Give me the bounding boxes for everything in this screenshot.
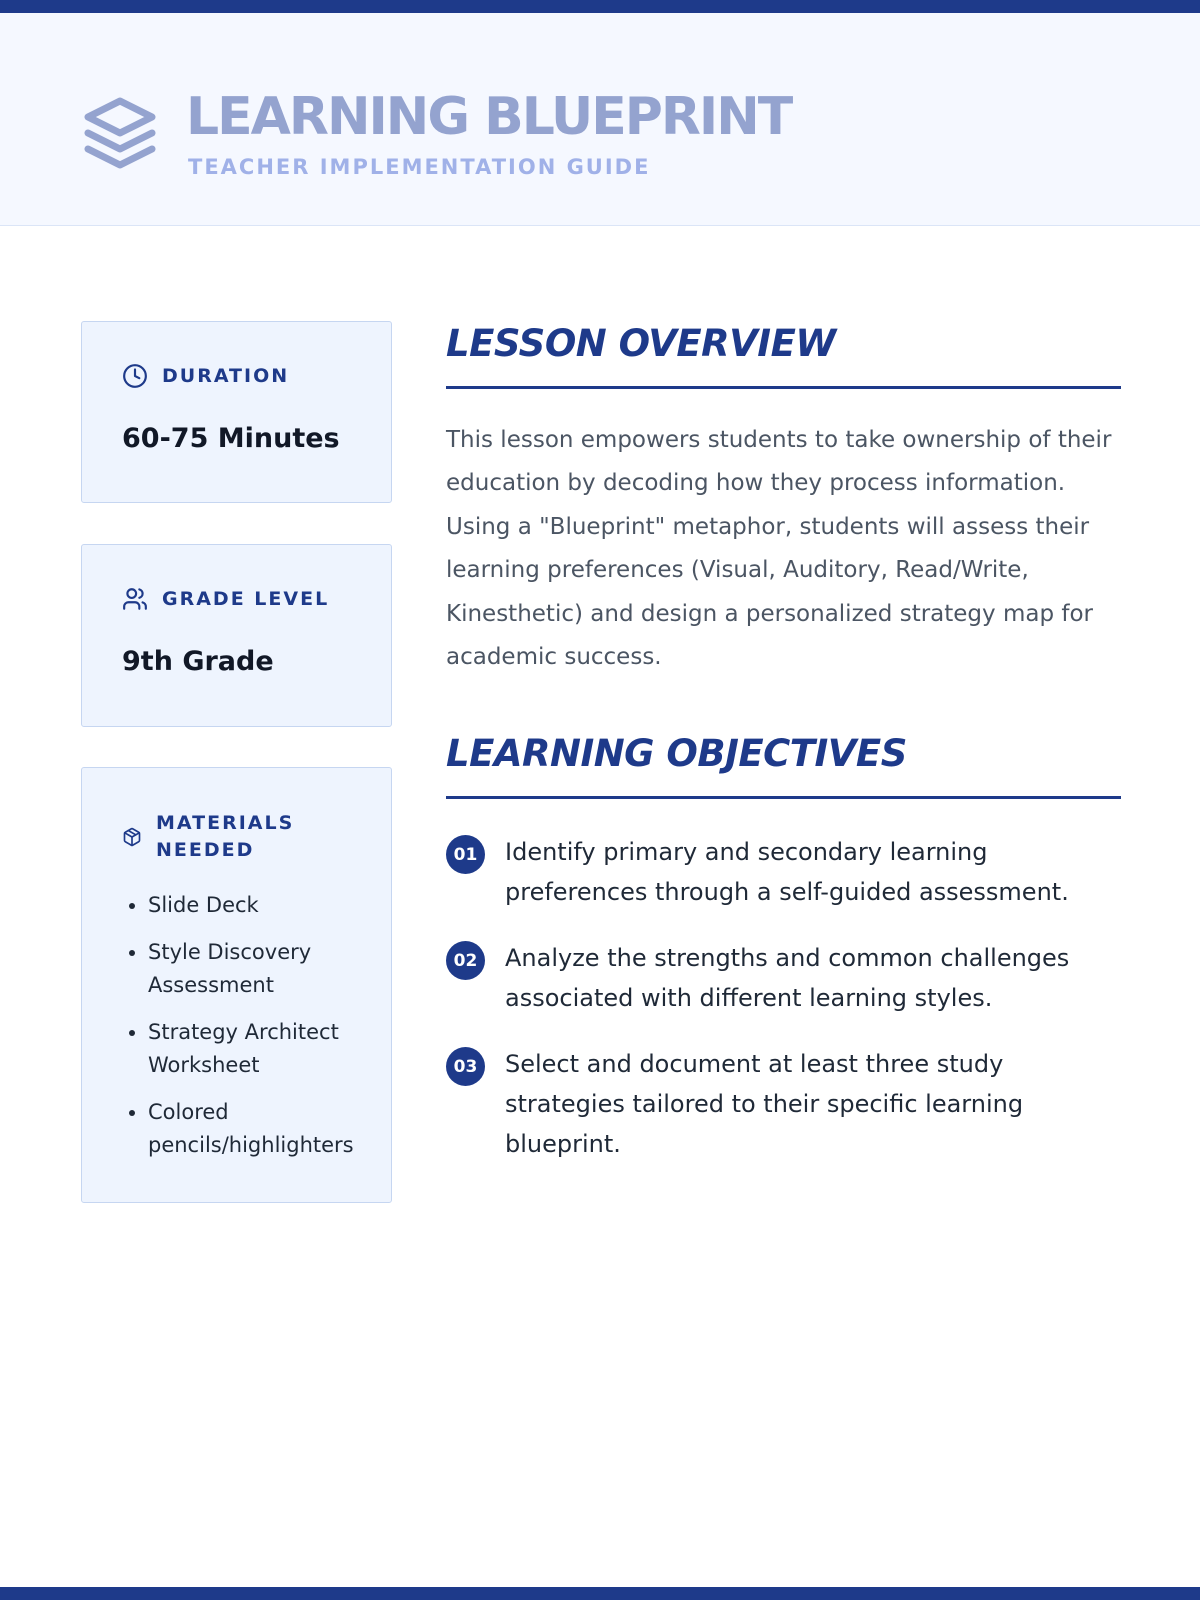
layers-icon — [82, 95, 158, 173]
objective-text: Identify primary and secondary learning preferences through a self-guided assessment. — [505, 838, 1069, 906]
grade-level-label-text: GRADE LEVEL — [162, 588, 330, 610]
learning-objectives-divider — [446, 796, 1121, 799]
duration-card — [81, 321, 392, 503]
package-icon — [122, 827, 142, 847]
materials-label-line2: NEEDED — [156, 839, 255, 861]
top-accent-bar — [0, 0, 1200, 13]
users-icon — [122, 586, 148, 612]
learning-objectives-heading: LEARNING OBJECTIVES — [446, 732, 907, 775]
grade-level-card — [81, 544, 392, 727]
bottom-accent-bar — [0, 1587, 1200, 1600]
objective-text: Analyze the strengths and common challenges associated with different learning styles. — [505, 944, 1070, 1012]
grade-level-value: 9th Grade — [122, 646, 274, 677]
list-item: • Slide Deck — [148, 889, 378, 922]
duration-label-text: DURATION — [162, 365, 290, 387]
duration-value: 60-75 Minutes — [122, 423, 340, 454]
materials-label — [122, 810, 294, 864]
duration-label — [122, 363, 289, 389]
objective-number-badge: 02 — [446, 941, 485, 980]
objective-number-badge: 03 — [446, 1047, 485, 1086]
lesson-overview-text: This lesson empowers students to take ownership of their education by decoding how they process information. Using a "Blueprint" metaphor, students will assess their learning preferences (Visual, Auditory, Read/Write, Kinesthetic) and design a personalized strategy map for academic success. — [446, 427, 1112, 671]
page-header — [0, 13, 1200, 226]
materials-list — [148, 889, 378, 1176]
objective-item — [446, 938, 1126, 1018]
materials-card — [81, 767, 392, 1203]
page-subtitle: TEACHER IMPLEMENTATION GUIDE — [188, 155, 651, 179]
list-item: • Style Discovery Assessment — [148, 936, 378, 1002]
list-item: • Strategy Architect Worksheet — [148, 1016, 378, 1082]
grade-level-label — [122, 586, 329, 612]
objective-item — [446, 1044, 1126, 1164]
lesson-overview-divider — [446, 386, 1121, 389]
objective-number-badge: 01 — [446, 835, 485, 874]
list-item: • Colored pencils/highlighters — [148, 1096, 378, 1162]
page-title: LEARNING BLUEPRINT — [186, 87, 792, 147]
objective-item — [446, 832, 1126, 912]
objective-text: Select and document at least three study strategies tailored to their specific learning blueprint. — [505, 1050, 1024, 1158]
materials-label-line1: MATERIALS — [156, 812, 295, 834]
materials-label-text — [156, 810, 294, 864]
lesson-overview-heading: LESSON OVERVIEW — [446, 322, 836, 365]
objectives-list — [446, 832, 1126, 1190]
clock-icon — [122, 363, 148, 389]
